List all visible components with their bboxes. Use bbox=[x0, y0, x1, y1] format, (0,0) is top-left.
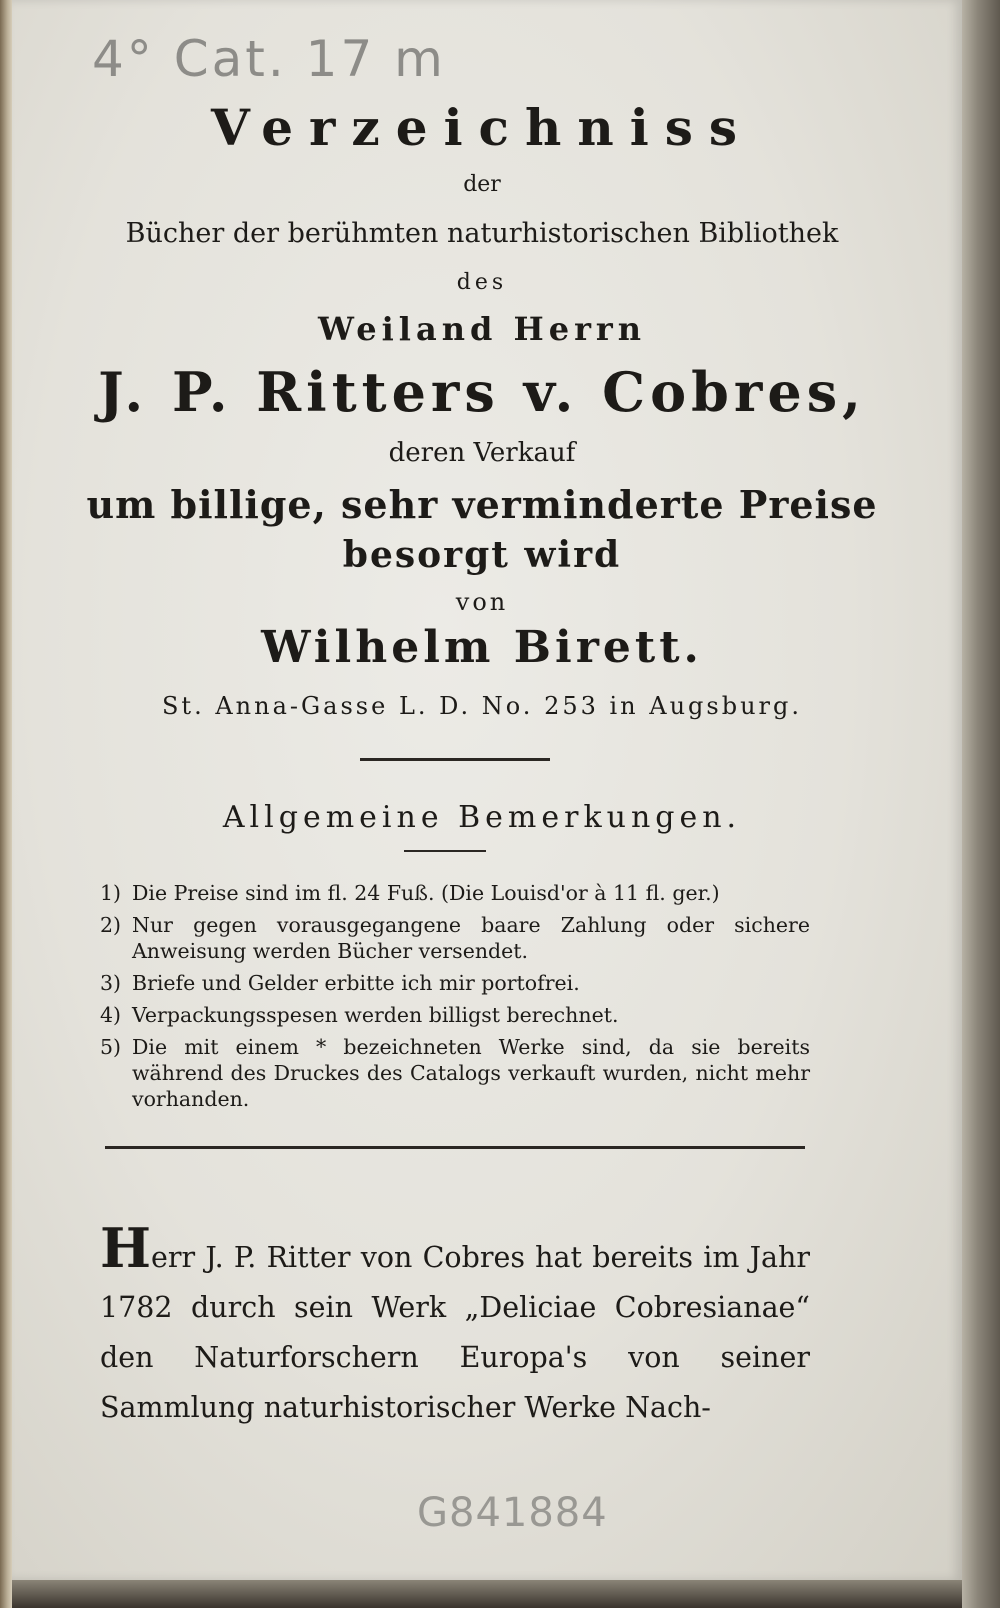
body-text: err J. P. Ritter von Cobres hat bereits im Jahr 1782 durch sein Werk „Deliciae Cobresianae“ den Naturforschern Europa's von seiner Sammlung naturhistorischer Werke Nach- bbox=[100, 1241, 810, 1424]
section-divider bbox=[105, 1146, 805, 1149]
remark-text: Die Preise sind im fl. 24 Fuß. (Die Louisd'or à 11 fl. ger.) bbox=[132, 881, 720, 905]
remark-number: 3) bbox=[100, 971, 122, 995]
remark-number: 4) bbox=[100, 1003, 122, 1027]
title-von: von bbox=[455, 588, 509, 616]
remark-text: Die mit einem * bezeichneten Werke sind, da sie bereits während des Druckes des Catalogs verkauft wurden, nicht mehr vorhanden. bbox=[132, 1035, 810, 1111]
title-books-line: Bücher der berühmten naturhistorischen Bibliothek bbox=[125, 218, 839, 249]
remark-text: Briefe und Gelder erbitte ich mir portofrei. bbox=[132, 971, 580, 995]
remark-item bbox=[100, 880, 810, 906]
title-der: der bbox=[463, 172, 501, 197]
page-title: Verzeichniss bbox=[211, 98, 753, 157]
remark-item bbox=[100, 970, 810, 996]
title-prices-line: um billige, sehr verminderte Preise bbox=[86, 482, 878, 527]
title-seller: Wilhelm Birett. bbox=[261, 622, 703, 673]
title-des: des bbox=[456, 270, 508, 295]
inventory-number-annotation: G841884 bbox=[417, 1490, 608, 1536]
scanned-page bbox=[12, 0, 962, 1580]
remark-text: Nur gegen vorausgegangene baare Zahlung oder sichere Anweisung werden Bücher versendet. bbox=[132, 913, 810, 963]
call-number-annotation: 4° Cat. 17 m bbox=[92, 30, 446, 88]
title-besorgt-line: besorgt wird bbox=[342, 534, 622, 576]
page-edge bbox=[962, 0, 1000, 1608]
remark-text: Verpackungsspesen werden billigst berechnet. bbox=[132, 1003, 619, 1027]
drop-cap: H bbox=[100, 1216, 152, 1280]
remark-item bbox=[100, 1034, 810, 1112]
remark-number: 1) bbox=[100, 881, 122, 905]
title-sale-line: deren Verkauf bbox=[388, 438, 576, 468]
divider-rule bbox=[404, 850, 486, 852]
remark-item bbox=[100, 1002, 810, 1028]
remark-number: 2) bbox=[100, 913, 122, 937]
remark-item bbox=[100, 912, 810, 964]
remarks-heading: Allgemeine Bemerkungen. bbox=[222, 800, 742, 835]
body-paragraph bbox=[100, 1216, 810, 1433]
remark-number: 5) bbox=[100, 1035, 122, 1059]
title-owner: J. P. Ritters v. Cobres, bbox=[98, 360, 866, 424]
title-address: St. Anna-Gasse L. D. No. 253 in Augsburg. bbox=[161, 692, 803, 720]
remarks-list bbox=[100, 880, 810, 1118]
page-bottom-edge bbox=[12, 1580, 962, 1608]
book-binding bbox=[0, 0, 12, 1608]
divider-rule bbox=[360, 758, 550, 761]
title-weiland: Weiland Herrn bbox=[317, 310, 647, 348]
